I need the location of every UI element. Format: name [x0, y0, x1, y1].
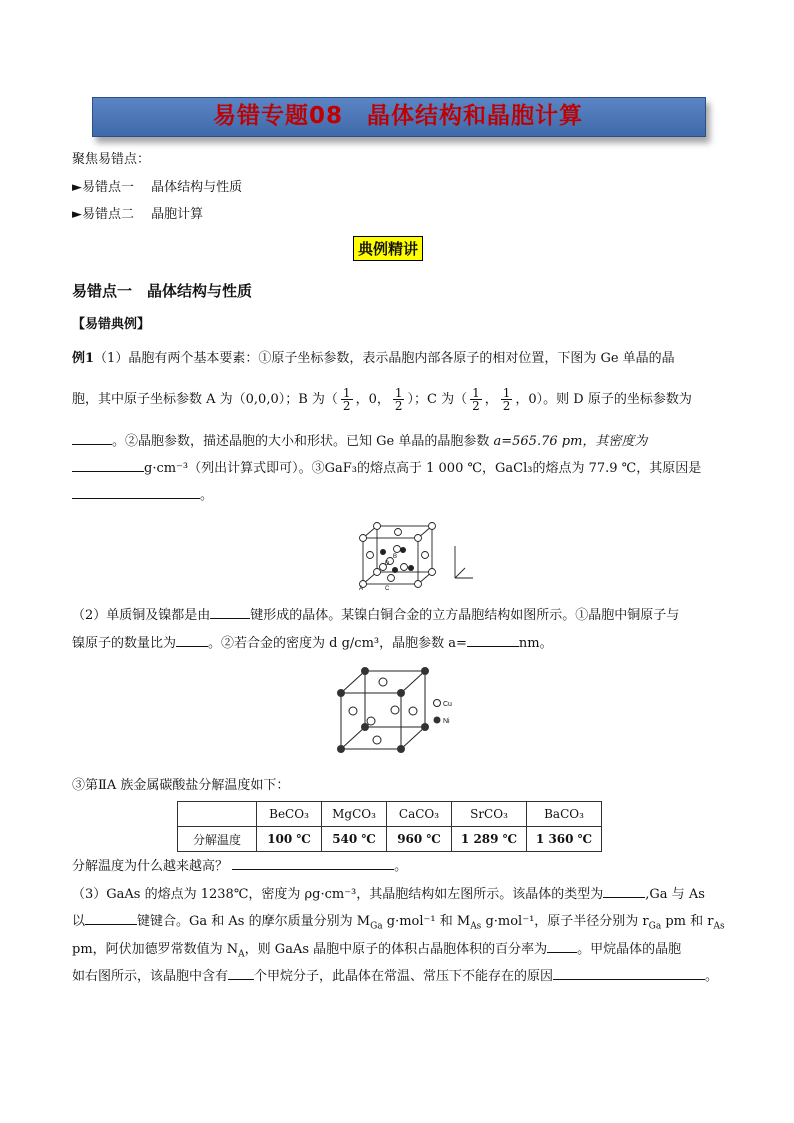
fig-label-c: C: [385, 586, 390, 590]
ge-unit-cell-figure: [355, 520, 475, 590]
answer-blank[interactable]: [232, 857, 394, 870]
example1-line5: 。: [72, 486, 213, 505]
answer-blank[interactable]: [467, 634, 519, 647]
example1-part3-line1: （3）GaAs 的熔点为 1238℃，密度为 ρg·cm⁻³，其晶胞结构如左图所示。该晶体的类型为 ,Ga 与 As: [72, 887, 705, 902]
focus-item-1: ►易错点一 晶体结构与性质: [72, 180, 243, 195]
fraction-half: $\frac{1}{2}$: [472, 386, 480, 413]
example1-part3-line3: pm，阿伏加德罗常数值为 $N_A$，则 GaAs 晶胞中原子的体积占晶胞体积的百分率为 。甲烷晶体的晶胞: [72, 942, 682, 960]
section-badge: 典例精讲: [353, 236, 423, 261]
answer-blank[interactable]: [553, 967, 705, 980]
fraction-half: $\frac{1}{2}$: [342, 386, 351, 413]
answer-blank[interactable]: [603, 885, 645, 898]
decomposition-table: [177, 801, 602, 852]
table-row: 分解温度 100 ℃ 540 ℃ 960 ℃ 1 289 ℃ 1 360 ℃: [178, 827, 602, 852]
answer-blank[interactable]: [210, 606, 250, 619]
fraction-half: $\frac{1}{2}$: [502, 386, 511, 413]
focus-label: 聚焦易错点：: [72, 152, 151, 167]
example1-line2: 胞，其中原子坐标参数 A 为（0,0,0）；B 为（ $\frac{1}{2}$ ，0， $\frac{1}{2}$ ）；C 为（ $\frac{1}{2}$ ， $\frac{1}{2}$ ，0）。则 D 原子的坐标参数为: [72, 386, 692, 413]
cu-ni-unit-cell-figure: [333, 665, 463, 755]
legend-ni: Ni: [443, 718, 450, 725]
answer-blank[interactable]: [72, 459, 144, 472]
answer-blank[interactable]: [228, 967, 254, 980]
page-title: 易错专题08 晶体结构和晶胞计算: [212, 103, 583, 129]
fig-label-d: D: [385, 561, 390, 567]
fig-label-b: B: [393, 554, 398, 560]
example1-line4: g·cm⁻³（列出计算式即可）。③GaF₃的熔点高于 1 000 ℃，GaCl₃的熔点为 77.9 ℃，其原因是: [72, 459, 701, 478]
example1-line1: 例1（1）晶胞有两个基本要素：①原子坐标参数，表示晶胞内部各原子的相对位置，下图为 Ge 单晶的晶: [72, 351, 675, 366]
answer-blank[interactable]: [72, 432, 112, 445]
fig-label-a: A: [359, 586, 364, 590]
legend-cu: Cu: [443, 701, 452, 708]
section1-tag: 【易错典例】: [72, 317, 151, 332]
focus-item-2: ►易错点二 晶胞计算: [72, 207, 204, 222]
example1-line3: 。②晶胞参数，描述晶胞的大小和形状。已知 Ge 单晶的晶胞参数 a=565.76 pm，其密度为: [72, 432, 647, 451]
table-question: 分解温度为什么越来越高？ 。: [72, 859, 408, 874]
answer-blank[interactable]: [85, 912, 137, 925]
example1-part3-line4: 如右图所示，该晶胞中含有 个甲烷分子，此晶体在常温、常压下不能存在的原因 。: [72, 969, 719, 984]
section1-title: 易错点一 晶体结构与性质: [72, 282, 253, 300]
example1-part3-line2: 以 键键合。Ga 和 As 的摩尔质量分别为 $M_{Ga}$ g·mol⁻¹ 和 $M_{As}$ g·mol⁻¹，原子半径分别为 $r_{Ga}$ pm 和 $r_{As}$: [72, 914, 725, 932]
example-label: 例1: [72, 351, 95, 366]
answer-blank[interactable]: [547, 940, 577, 953]
answer-blank[interactable]: [72, 486, 200, 499]
example1-part2-line2: 镍原子的数量比为 。②若合金的密度为 d g/cm³，晶胞参数 a= nm。: [72, 636, 553, 651]
table-intro: ③第ⅡA 族金属碳酸盐分解温度如下：: [72, 778, 290, 793]
answer-blank[interactable]: [176, 634, 208, 647]
fraction-half: $\frac{1}{2}$: [394, 386, 403, 413]
table-header-row: BeCO₃ MgCO₃ CaCO₃ SrCO₃ BaCO₃: [178, 802, 602, 827]
example1-part2-line1: （2）单质铜及镍都是由 键形成的晶体。某镍白铜合金的立方晶胞结构如图所示。①晶胞中铜原子与: [72, 608, 680, 623]
